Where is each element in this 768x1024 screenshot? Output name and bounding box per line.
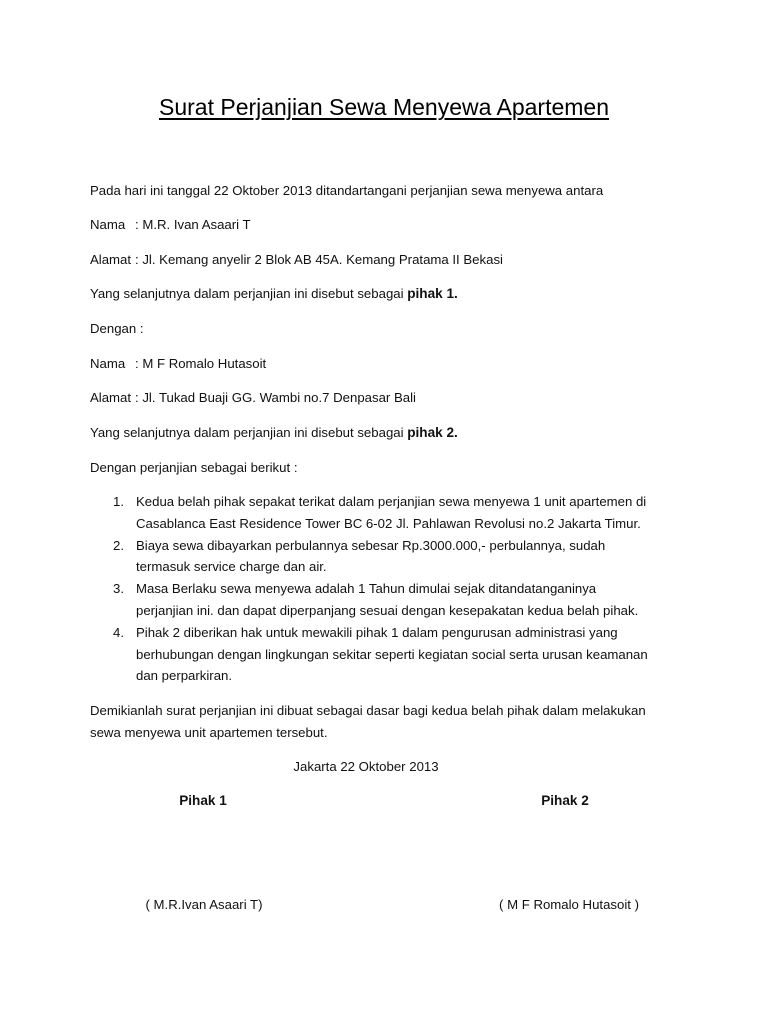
intro-text: Pada hari ini tanggal 22 Oktober 2013 ditandartangani perjanjian sewa menyewa antara — [90, 183, 604, 198]
clause-number: 3. — [113, 581, 124, 597]
clause-line: berhubungan dengan lingkungan sekitar seperti kegiatan social serta urusan keamanan — [136, 646, 648, 662]
clause-number: 4. — [113, 624, 124, 640]
party1-reference-text: Yang selanjutnya dalam perjanjian ini disebut sebagai — [90, 286, 404, 301]
clause-list — [113, 491, 683, 687]
party2-reference-text: Yang selanjutnya dalam perjanjian ini disebut sebagai — [90, 425, 404, 440]
party2-address-row — [90, 390, 416, 405]
party1-name-row — [90, 217, 251, 232]
clause-line: termasuk service charge dan air. — [136, 559, 327, 575]
closing-paragraph — [90, 700, 680, 744]
clause-line: Kedua belah pihak sepakat terikat dalam perjanjian sewa menyewa 1 unit apartemen di — [136, 494, 647, 509]
party1-reference — [90, 286, 458, 301]
party1-address-label: Alamat — [90, 252, 132, 267]
party1-reference-bold: pihak 1. — [407, 286, 458, 301]
list-item — [113, 535, 683, 579]
party1-name-label: Nama — [90, 217, 126, 232]
signature-name-right: ( M F Romalo Hutasoit ) — [499, 897, 639, 912]
party2-reference — [90, 425, 458, 440]
party2-address-value: : Jl. Tukad Buaji GG. Wambi no.7 Denpasar Bali — [135, 390, 416, 405]
agreement-intro: Dengan perjanjian sebagai berikut : — [90, 460, 298, 475]
list-item — [113, 578, 683, 622]
signature-heading-left: Pihak 1 — [179, 793, 227, 808]
list-item — [113, 491, 683, 535]
clause-line: Masa Berlaku sewa menyewa adalah 1 Tahun dimulai sejak ditandatanganinya — [136, 581, 597, 597]
clause-number: 1. — [113, 494, 124, 509]
place-date: Jakarta 22 Oktober 2013 — [293, 759, 439, 774]
clause-line: Biaya sewa dibayarkan perbulannya sebesar Rp.3000.000,- perbulannya, sudah — [136, 537, 606, 553]
clause-line: dan perparkiran. — [136, 668, 233, 684]
party1-address-row — [90, 252, 503, 267]
party1-name-value: : M.R. Ivan Asaari T — [135, 217, 251, 232]
dengan-label: Dengan : — [90, 321, 144, 336]
party2-name-label: Nama — [90, 356, 126, 371]
clause-line: perjanjian ini. dan dapat diperpanjang sesuai dengan kesepakatan kedua belah pihak. — [136, 602, 639, 618]
document-title: Surat Perjanjian Sewa Menyewa Apartemen — [158, 94, 610, 120]
clause-line: Casablanca East Residence Tower BC 6-02 Jl. Pahlawan Revolusi no.2 Jakarta Timur. — [136, 515, 641, 531]
closing-line: sewa menyewa unit apartemen tersebut. — [90, 724, 328, 740]
party2-name-value: : M F Romalo Hutasoit — [135, 356, 267, 371]
clause-line: Pihak 2 diberikan hak untuk mewakili pihak 1 dalam pengurusan administrasi yang — [136, 624, 618, 640]
signature-heading-right: Pihak 2 — [541, 793, 589, 808]
party2-address-label: Alamat — [90, 390, 132, 405]
party2-reference-bold: pihak 2. — [407, 425, 458, 440]
signature-name-left: ( M.R.Ivan Asaari T) — [145, 897, 263, 912]
list-item — [113, 622, 683, 687]
party1-address-value: : Jl. Kemang anyelir 2 Blok AB 45A. Kemang Pratama II Bekasi — [135, 252, 503, 267]
party2-name-row — [90, 356, 266, 371]
closing-line: Demikianlah surat perjanjian ini dibuat sebagai dasar bagi kedua belah pihak dalam melakukan — [90, 703, 646, 718]
clause-number: 2. — [113, 537, 124, 553]
